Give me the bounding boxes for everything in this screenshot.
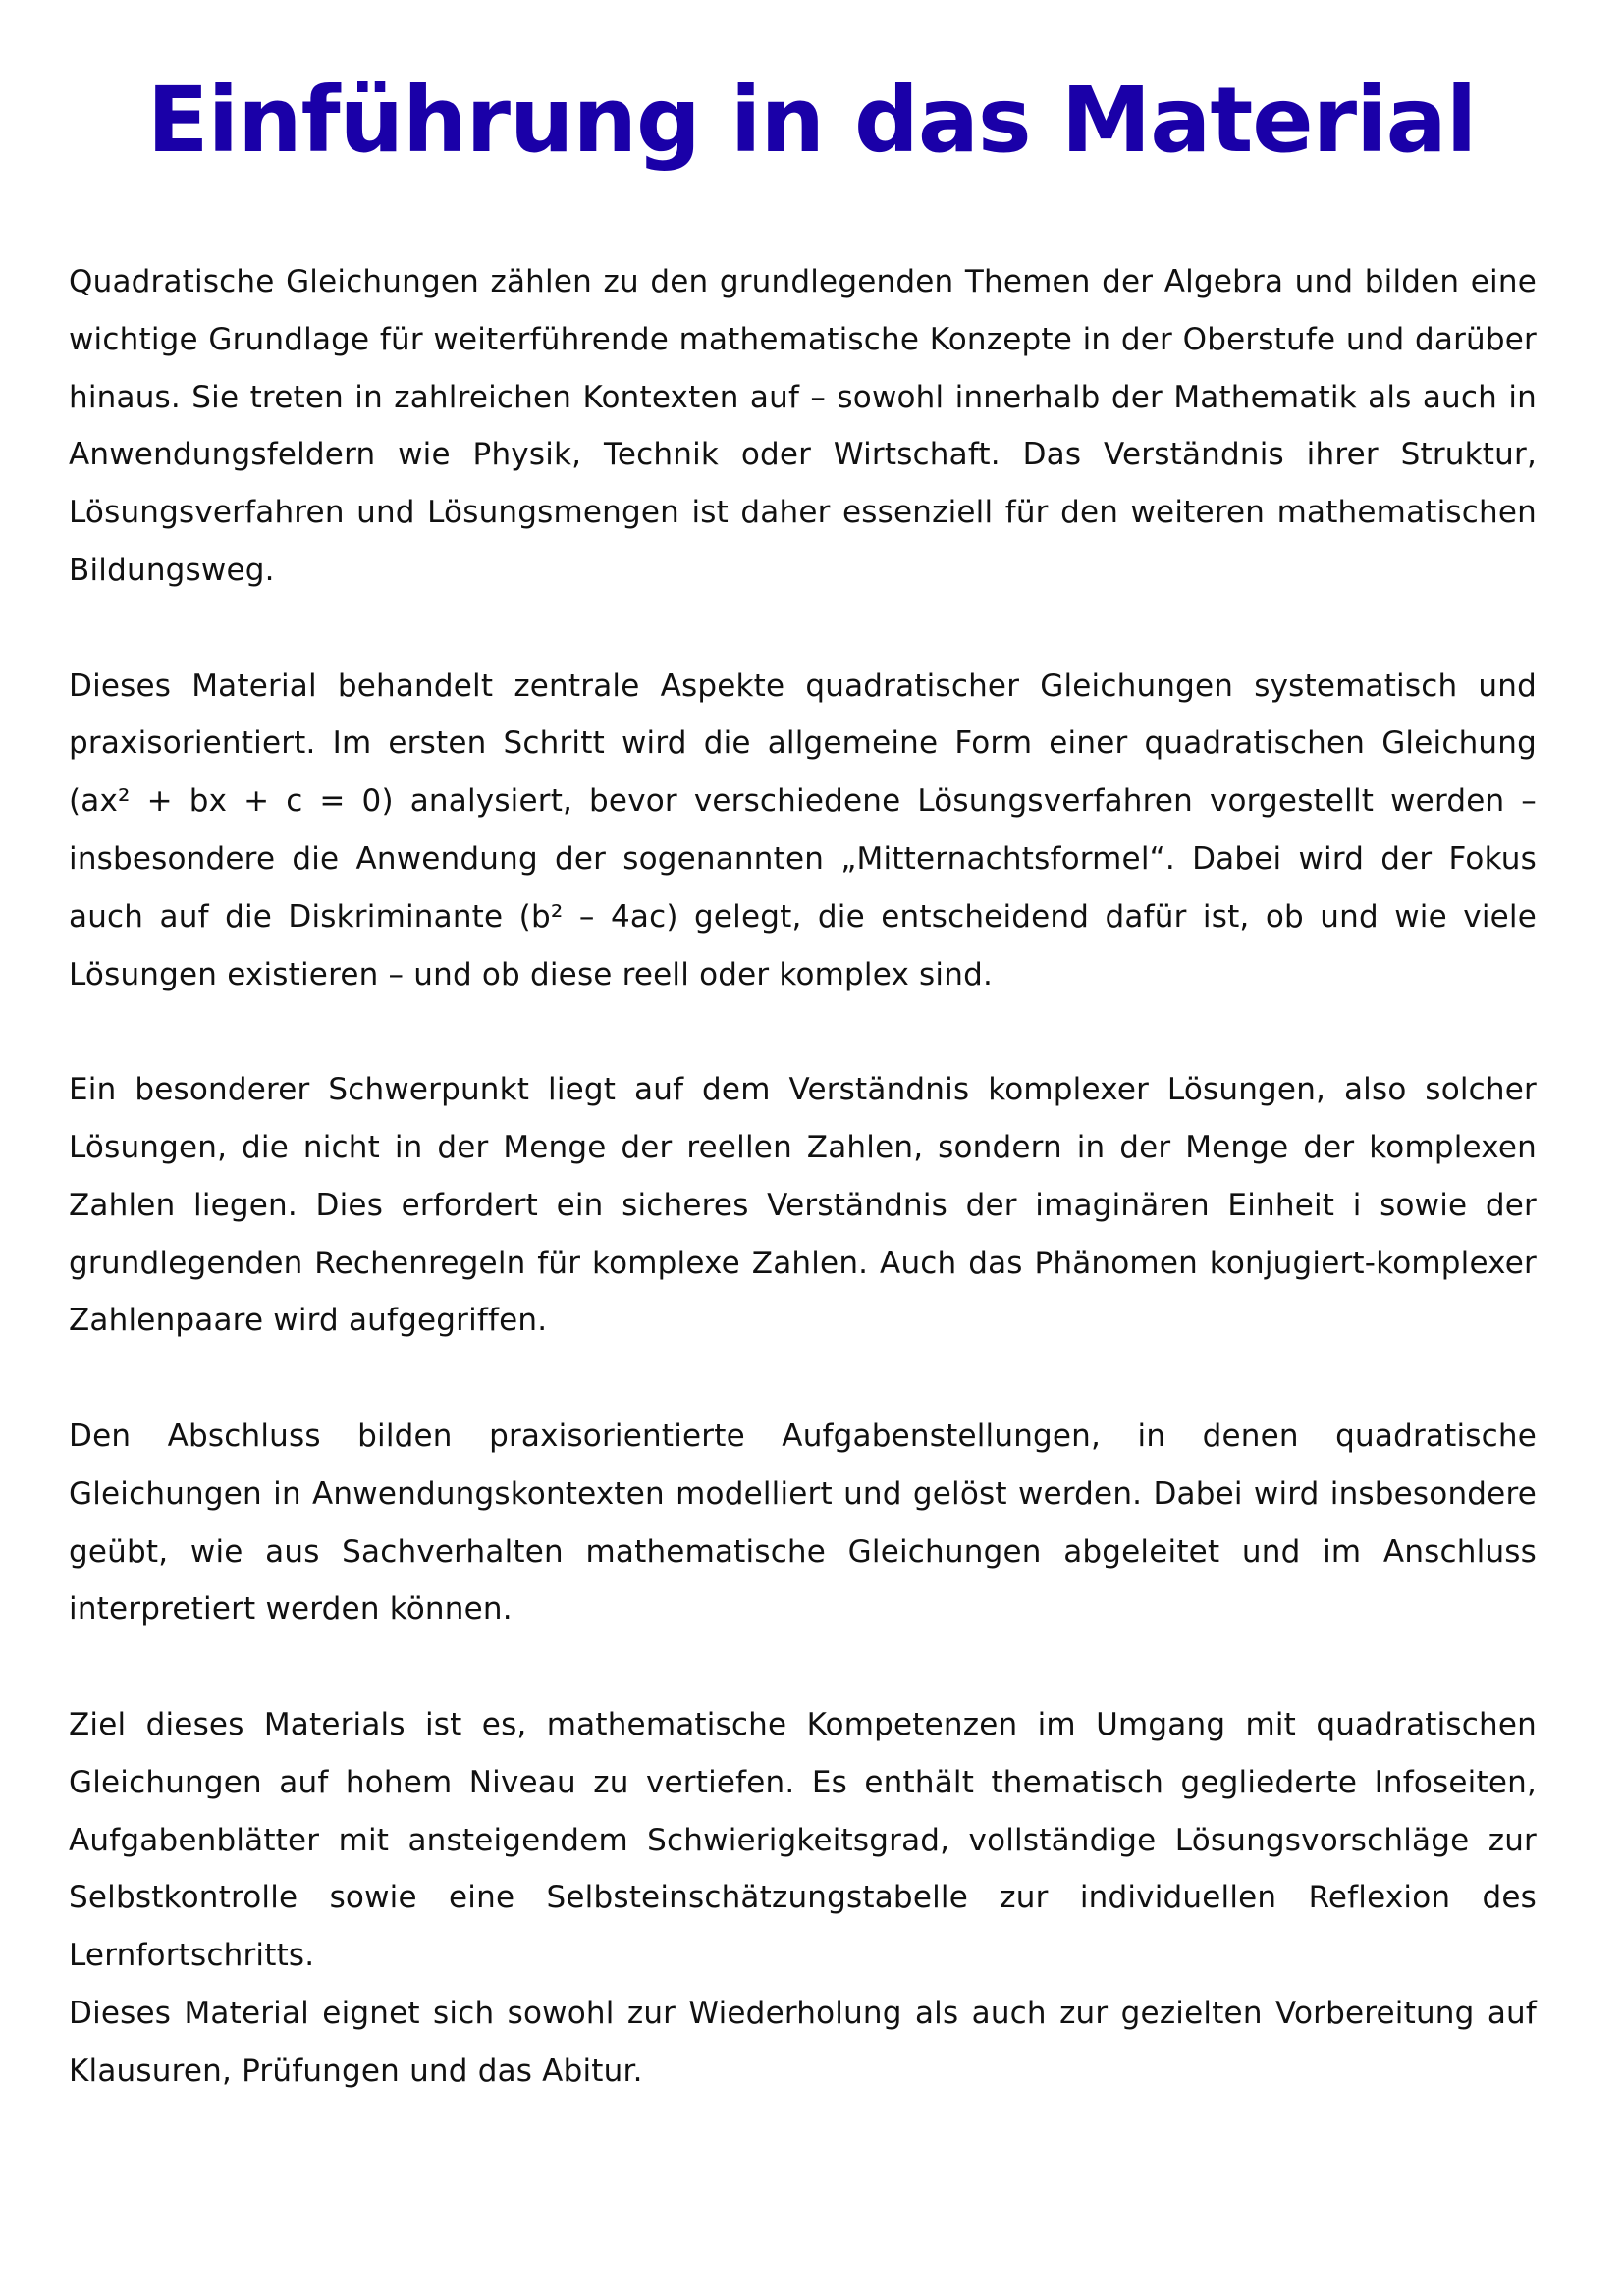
paragraph-content-overview: Dieses Material behandelt zentrale Aspekte quadratischer Gleichungen systematisch und praxisorientiert. Im ersten Schritt wird die allgemeine Form einer quadratischen Gleichung (ax² + bx + c = 0) analysiert, bevor verschiedene Lösungsverfahren vorgestellt werden – insbesondere die Anwendung der sogenannten „Mitternachtsformel“. Dabei wird der Fokus auch auf die Diskriminante (b² – 4ac) gelegt, die entscheidend dafür ist, ob und wie viele Lösungen existieren – und ob diese reell oder komplex sind. [69,667,1537,992]
paragraph-introduction: Quadratische Gleichungen zählen zu den grundlegenden Themen der Algebra und bilden eine wichtige Grundlage für weiterführende mathematische Konzepte in der Oberstufe und darüber hinaus. Sie treten in zahlreichen Kontexten auf – sowohl innerhalb der Mathematik als auch in Anwendungsfeldern wie Physik, Technik oder Wirtschaft. Das Verständnis ihrer Struktur, Lösungsverfahren und Lösungsmengen ist daher essenziell für den weiteren mathematischen Bildungsweg. [69,264,1537,588]
page-title: Einführung in das Material [146,68,1477,173]
paragraph-application-tasks: Den Abschluss bilden praxisorientierte Aufgabenstellungen, in denen quadratische Gleichungen in Anwendungskontexten modelliert und gelöst werden. Dabei wird insbesondere geübt, wie aus Sachverhalten mathematische Gleichungen abgeleitet und im Anschluss interpretiert werden können. [69,1417,1537,1628]
body-text [69,253,1537,2158]
paragraph-usage: Dieses Material eignet sich sowohl zur Wiederholung als auch zur gezielten Vorbereitung auf Klausuren, Prüfungen und das Abitur. [69,1995,1537,2089]
paragraph-complex-solutions: Ein besonderer Schwerpunkt liegt auf dem Verständnis komplexer Lösungen, also solcher Lösungen, die nicht in der Menge der reellen Zahlen, sondern in der Menge der komplexen Zahlen liegen. Dies erfordert ein sicheres Verständnis der imaginären Einheit i sowie der grundlegenden Rechenregeln für komplexe Zahlen. Auch das Phänomen konjugiert-komplexer Zahlenpaare wird aufgegriffen. [69,1072,1537,1339]
paragraph-goals: Ziel dieses Materials ist es, mathematische Kompetenzen im Umgang mit quadratischen Gleichungen auf hohem Niveau zu vertiefen. Es enthält thematisch gegliederte Infoseiten, Aufgabenblätter mit ansteigendem Schwierigkeitsgrad, vollständige Lösungsvorschläge zur Selbstkontrolle sowie eine Selbsteinschätzungstabelle zur individuellen Reflexion des Lernfortschritts. [69,1706,1537,1974]
